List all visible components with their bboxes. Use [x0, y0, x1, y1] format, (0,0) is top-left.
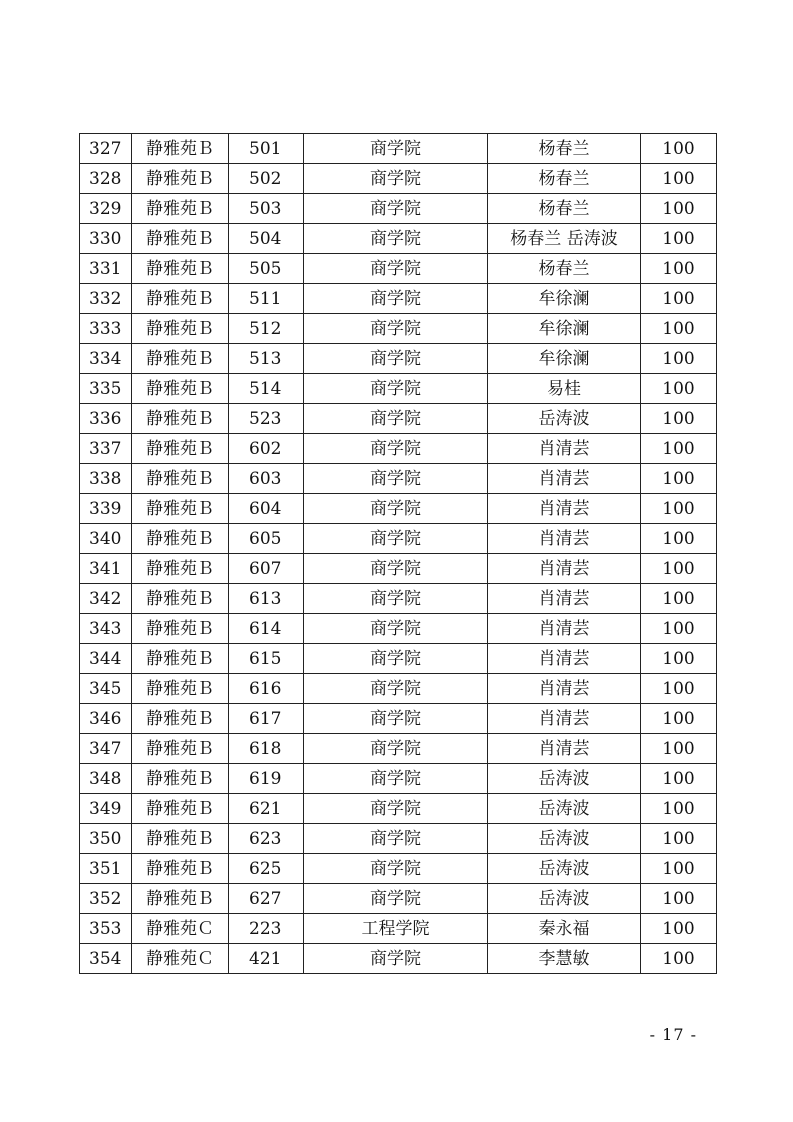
- row-index-cell: 350: [80, 824, 132, 854]
- row-index-cell: 341: [80, 554, 132, 584]
- college-cell: 商学院: [304, 254, 488, 284]
- teacher-cell: 岳涛波: [488, 764, 641, 794]
- building-cell: 静雅苑Ｂ: [132, 704, 229, 734]
- college-cell: 商学院: [304, 164, 488, 194]
- building-cell: 静雅苑Ｂ: [132, 314, 229, 344]
- score-cell: 100: [641, 734, 717, 764]
- college-cell: 商学院: [304, 944, 488, 974]
- row-index-cell: 343: [80, 614, 132, 644]
- score-cell: 100: [641, 344, 717, 374]
- row-index-cell: 351: [80, 854, 132, 884]
- row-index-cell: 329: [80, 194, 132, 224]
- row-index-cell: 333: [80, 314, 132, 344]
- score-cell: 100: [641, 524, 717, 554]
- row-index-cell: 334: [80, 344, 132, 374]
- room-cell: 421: [229, 944, 304, 974]
- table-row: [80, 584, 717, 614]
- table-row: [80, 374, 717, 404]
- building-cell: 静雅苑Ｂ: [132, 884, 229, 914]
- college-cell: 商学院: [304, 644, 488, 674]
- room-cell: 619: [229, 764, 304, 794]
- college-cell: 商学院: [304, 554, 488, 584]
- room-cell: 605: [229, 524, 304, 554]
- score-cell: 100: [641, 224, 717, 254]
- college-cell: 商学院: [304, 584, 488, 614]
- building-cell: 静雅苑Ｂ: [132, 164, 229, 194]
- room-cell: 613: [229, 584, 304, 614]
- room-cell: 511: [229, 284, 304, 314]
- room-cell: 502: [229, 164, 304, 194]
- score-cell: 100: [641, 254, 717, 284]
- teacher-cell: 李慧敏: [488, 944, 641, 974]
- college-cell: 商学院: [304, 434, 488, 464]
- building-cell: 静雅苑Ｂ: [132, 854, 229, 884]
- score-cell: 100: [641, 854, 717, 884]
- college-cell: 商学院: [304, 674, 488, 704]
- room-cell: 616: [229, 674, 304, 704]
- table-row: [80, 524, 717, 554]
- building-cell: 静雅苑Ｂ: [132, 764, 229, 794]
- table-row: [80, 674, 717, 704]
- score-cell: 100: [641, 764, 717, 794]
- teacher-cell: 肖清芸: [488, 734, 641, 764]
- score-cell: 100: [641, 884, 717, 914]
- row-index-cell: 340: [80, 524, 132, 554]
- room-cell: 513: [229, 344, 304, 374]
- score-cell: 100: [641, 674, 717, 704]
- table-row: [80, 224, 717, 254]
- table-row: [80, 944, 717, 974]
- table-row: [80, 554, 717, 584]
- score-cell: 100: [641, 404, 717, 434]
- college-cell: 商学院: [304, 374, 488, 404]
- table-row: [80, 344, 717, 374]
- college-cell: 商学院: [304, 614, 488, 644]
- building-cell: 静雅苑Ｂ: [132, 614, 229, 644]
- table-row: [80, 734, 717, 764]
- room-cell: 604: [229, 494, 304, 524]
- table-row: [80, 314, 717, 344]
- table-row: [80, 464, 717, 494]
- score-cell: 100: [641, 494, 717, 524]
- room-cell: 627: [229, 884, 304, 914]
- college-cell: 商学院: [304, 734, 488, 764]
- room-cell: 621: [229, 794, 304, 824]
- building-cell: 静雅苑Ｂ: [132, 494, 229, 524]
- building-cell: 静雅苑Ｂ: [132, 254, 229, 284]
- teacher-cell: 牟徐澜: [488, 284, 641, 314]
- college-cell: 商学院: [304, 764, 488, 794]
- room-cell: 607: [229, 554, 304, 584]
- college-cell: 商学院: [304, 344, 488, 374]
- room-cell: 602: [229, 434, 304, 464]
- table-row: [80, 854, 717, 884]
- table-row: [80, 824, 717, 854]
- row-index-cell: 336: [80, 404, 132, 434]
- building-cell: 静雅苑Ｂ: [132, 374, 229, 404]
- teacher-cell: 肖清芸: [488, 704, 641, 734]
- building-cell: 静雅苑Ｂ: [132, 824, 229, 854]
- score-cell: 100: [641, 704, 717, 734]
- row-index-cell: 339: [80, 494, 132, 524]
- teacher-cell: 岳涛波: [488, 884, 641, 914]
- row-index-cell: 352: [80, 884, 132, 914]
- building-cell: 静雅苑Ｂ: [132, 194, 229, 224]
- building-cell: 静雅苑Ｂ: [132, 584, 229, 614]
- building-cell: 静雅苑Ｂ: [132, 434, 229, 464]
- room-cell: 615: [229, 644, 304, 674]
- teacher-cell: 易桂: [488, 374, 641, 404]
- college-cell: 商学院: [304, 524, 488, 554]
- score-cell: 100: [641, 554, 717, 584]
- score-cell: 100: [641, 284, 717, 314]
- row-index-cell: 346: [80, 704, 132, 734]
- row-index-cell: 335: [80, 374, 132, 404]
- college-cell: 商学院: [304, 824, 488, 854]
- row-index-cell: 332: [80, 284, 132, 314]
- row-index-cell: 344: [80, 644, 132, 674]
- row-index-cell: 348: [80, 764, 132, 794]
- teacher-cell: 杨春兰 岳涛波: [488, 224, 641, 254]
- table-row: [80, 404, 717, 434]
- teacher-cell: 岳涛波: [488, 824, 641, 854]
- teacher-cell: 杨春兰: [488, 134, 641, 164]
- building-cell: 静雅苑Ｃ: [132, 944, 229, 974]
- building-cell: 静雅苑Ｃ: [132, 914, 229, 944]
- table-row: [80, 434, 717, 464]
- score-cell: 100: [641, 314, 717, 344]
- teacher-cell: 牟徐澜: [488, 314, 641, 344]
- table-body: [80, 134, 717, 974]
- room-cell: 512: [229, 314, 304, 344]
- row-index-cell: 349: [80, 794, 132, 824]
- row-index-cell: 347: [80, 734, 132, 764]
- room-cell: 514: [229, 374, 304, 404]
- room-cell: 223: [229, 914, 304, 944]
- table-row: [80, 914, 717, 944]
- room-cell: 503: [229, 194, 304, 224]
- table-row: [80, 884, 717, 914]
- row-index-cell: 354: [80, 944, 132, 974]
- building-cell: 静雅苑Ｂ: [132, 794, 229, 824]
- room-cell: 505: [229, 254, 304, 284]
- score-cell: 100: [641, 164, 717, 194]
- teacher-cell: 肖清芸: [488, 614, 641, 644]
- room-cell: 603: [229, 464, 304, 494]
- score-cell: 100: [641, 824, 717, 854]
- score-cell: 100: [641, 644, 717, 674]
- table-row: [80, 164, 717, 194]
- college-cell: 商学院: [304, 134, 488, 164]
- score-cell: 100: [641, 794, 717, 824]
- teacher-cell: 秦永福: [488, 914, 641, 944]
- table-row: [80, 134, 717, 164]
- score-cell: 100: [641, 434, 717, 464]
- teacher-cell: 肖清芸: [488, 494, 641, 524]
- page-number: - 17 -: [649, 1025, 697, 1044]
- teacher-cell: 肖清芸: [488, 674, 641, 704]
- college-cell: 商学院: [304, 854, 488, 884]
- building-cell: 静雅苑Ｂ: [132, 464, 229, 494]
- college-cell: 商学院: [304, 494, 488, 524]
- score-cell: 100: [641, 134, 717, 164]
- row-index-cell: 330: [80, 224, 132, 254]
- score-cell: 100: [641, 374, 717, 404]
- table-row: [80, 254, 717, 284]
- row-index-cell: 338: [80, 464, 132, 494]
- table-row: [80, 194, 717, 224]
- row-index-cell: 327: [80, 134, 132, 164]
- building-cell: 静雅苑Ｂ: [132, 674, 229, 704]
- score-cell: 100: [641, 614, 717, 644]
- teacher-cell: 肖清芸: [488, 644, 641, 674]
- college-cell: 商学院: [304, 284, 488, 314]
- room-cell: 618: [229, 734, 304, 764]
- college-cell: 商学院: [304, 224, 488, 254]
- building-cell: 静雅苑Ｂ: [132, 524, 229, 554]
- teacher-cell: 肖清芸: [488, 464, 641, 494]
- building-cell: 静雅苑Ｂ: [132, 224, 229, 254]
- room-cell: 617: [229, 704, 304, 734]
- room-cell: 523: [229, 404, 304, 434]
- table-row: [80, 284, 717, 314]
- building-cell: 静雅苑Ｂ: [132, 734, 229, 764]
- teacher-cell: 岳涛波: [488, 854, 641, 884]
- college-cell: 商学院: [304, 704, 488, 734]
- score-cell: 100: [641, 194, 717, 224]
- college-cell: 工程学院: [304, 914, 488, 944]
- college-cell: 商学院: [304, 794, 488, 824]
- teacher-cell: 杨春兰: [488, 164, 641, 194]
- teacher-cell: 杨春兰: [488, 254, 641, 284]
- room-cell: 501: [229, 134, 304, 164]
- teacher-cell: 肖清芸: [488, 524, 641, 554]
- table-row: [80, 644, 717, 674]
- teacher-cell: 牟徐澜: [488, 344, 641, 374]
- building-cell: 静雅苑Ｂ: [132, 284, 229, 314]
- row-index-cell: 342: [80, 584, 132, 614]
- building-cell: 静雅苑Ｂ: [132, 404, 229, 434]
- room-cell: 623: [229, 824, 304, 854]
- score-cell: 100: [641, 944, 717, 974]
- score-cell: 100: [641, 914, 717, 944]
- score-cell: 100: [641, 464, 717, 494]
- building-cell: 静雅苑Ｂ: [132, 134, 229, 164]
- teacher-cell: 杨春兰: [488, 194, 641, 224]
- table-row: [80, 494, 717, 524]
- table-row: [80, 704, 717, 734]
- row-index-cell: 345: [80, 674, 132, 704]
- room-cell: 614: [229, 614, 304, 644]
- dormitory-score-table: [79, 133, 717, 974]
- college-cell: 商学院: [304, 464, 488, 494]
- row-index-cell: 353: [80, 914, 132, 944]
- building-cell: 静雅苑Ｂ: [132, 554, 229, 584]
- college-cell: 商学院: [304, 404, 488, 434]
- row-index-cell: 328: [80, 164, 132, 194]
- table-row: [80, 614, 717, 644]
- college-cell: 商学院: [304, 314, 488, 344]
- teacher-cell: 肖清芸: [488, 584, 641, 614]
- row-index-cell: 337: [80, 434, 132, 464]
- room-cell: 625: [229, 854, 304, 884]
- teacher-cell: 肖清芸: [488, 434, 641, 464]
- row-index-cell: 331: [80, 254, 132, 284]
- college-cell: 商学院: [304, 194, 488, 224]
- building-cell: 静雅苑Ｂ: [132, 344, 229, 374]
- teacher-cell: 岳涛波: [488, 404, 641, 434]
- score-cell: 100: [641, 584, 717, 614]
- table-row: [80, 794, 717, 824]
- room-cell: 504: [229, 224, 304, 254]
- teacher-cell: 岳涛波: [488, 794, 641, 824]
- table-row: [80, 764, 717, 794]
- teacher-cell: 肖清芸: [488, 554, 641, 584]
- building-cell: 静雅苑Ｂ: [132, 644, 229, 674]
- college-cell: 商学院: [304, 884, 488, 914]
